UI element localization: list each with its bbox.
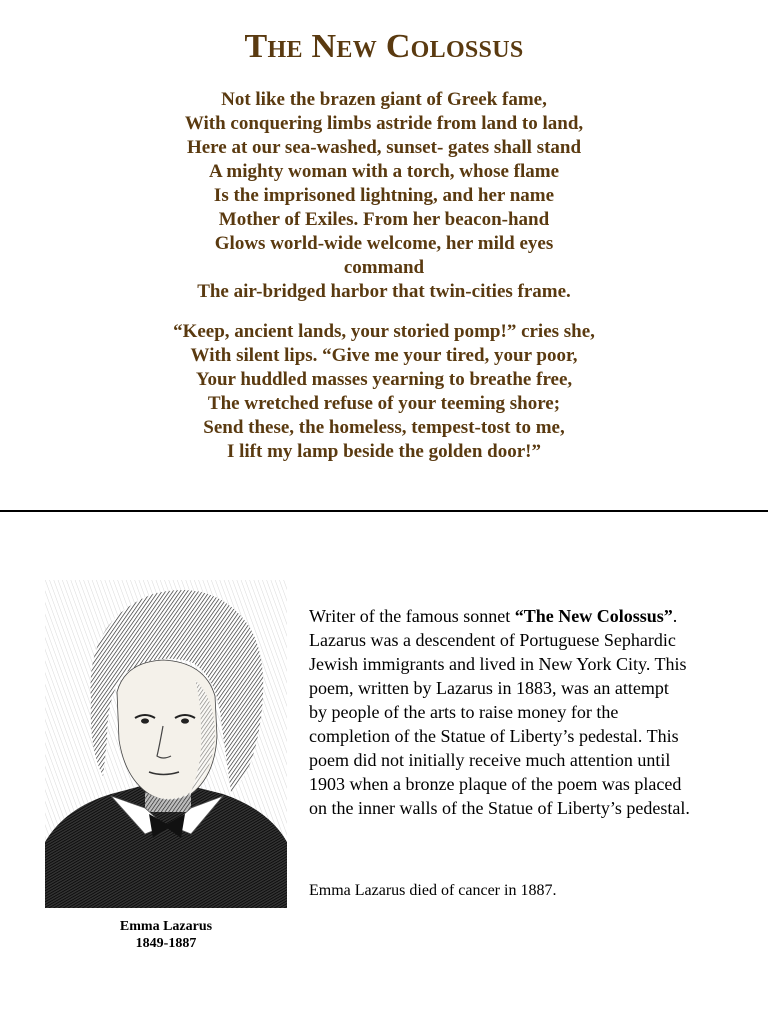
bio-line: poem, written by Lazarus in 1883, was an attempt xyxy=(309,678,669,698)
poem-line: I lift my lamp beside the golden door!” xyxy=(226,441,542,462)
poem-line: Send these, the homeless, tempest-tost to me, xyxy=(203,417,565,438)
portrait-image xyxy=(45,580,287,908)
death-note: Emma Lazarus died of cancer in 1887. xyxy=(309,882,557,899)
biography-text xyxy=(309,604,749,820)
bio-line: on the inner walls of the Statue of Liberty’s pedestal. xyxy=(309,798,690,818)
section-divider xyxy=(0,510,768,512)
poem-line: Your huddled masses yearning to breathe free, xyxy=(195,369,573,390)
poem-line: With conquering limbs astride from land to land, xyxy=(184,113,584,134)
poem-line: “Keep, ancient lands, your storied pomp!” cries she, xyxy=(173,321,595,342)
bio-intro-end: . xyxy=(672,606,678,626)
poem-line: The air-bridged harbor that twin-cities frame. xyxy=(197,281,571,302)
bio-line: poem did not initially receive much attention until xyxy=(309,750,671,770)
poem-line: Glows world-wide welcome, her mild eyes xyxy=(214,233,554,254)
poem-line: Mother of Exiles. From her beacon-hand xyxy=(218,209,550,230)
caption-name: Emma Lazarus xyxy=(119,919,213,934)
sonnet-title: “The New Colossus” xyxy=(514,606,673,626)
poem-line: With silent lips. “Give me your tired, your poor, xyxy=(190,345,578,366)
page-title: The New Colossus xyxy=(244,28,524,65)
poem-line: Not like the brazen giant of Greek fame, xyxy=(221,89,547,110)
poem xyxy=(0,88,768,464)
bio-intro: Writer of the famous sonnet xyxy=(309,606,515,626)
bio-line: completion of the Statue of Liberty’s pedestal. This xyxy=(309,726,679,746)
poem-line: command xyxy=(343,257,425,278)
poem-line: Here at our sea-washed, sunset- gates shall stand xyxy=(186,137,582,158)
caption-years: 1849-1887 xyxy=(135,936,197,951)
poem-line: A mighty woman with a torch, whose flame xyxy=(208,161,560,182)
bio-line: 1903 when a bronze plaque of the poem was placed xyxy=(309,774,682,794)
portrait-caption xyxy=(45,918,287,952)
bio-line xyxy=(309,604,749,628)
poem-line: The wretched refuse of your teeming shore; xyxy=(207,393,561,414)
poem-line: Is the imprisoned lightning, and her name xyxy=(213,185,555,206)
bio-line: Jewish immigrants and lived in New York City. This xyxy=(309,654,687,674)
bio-line: by people of the arts to raise money for the xyxy=(309,702,619,722)
stanza-break xyxy=(0,304,768,320)
bio-line: Lazarus was a descendent of Portuguese Sephardic xyxy=(309,630,676,650)
